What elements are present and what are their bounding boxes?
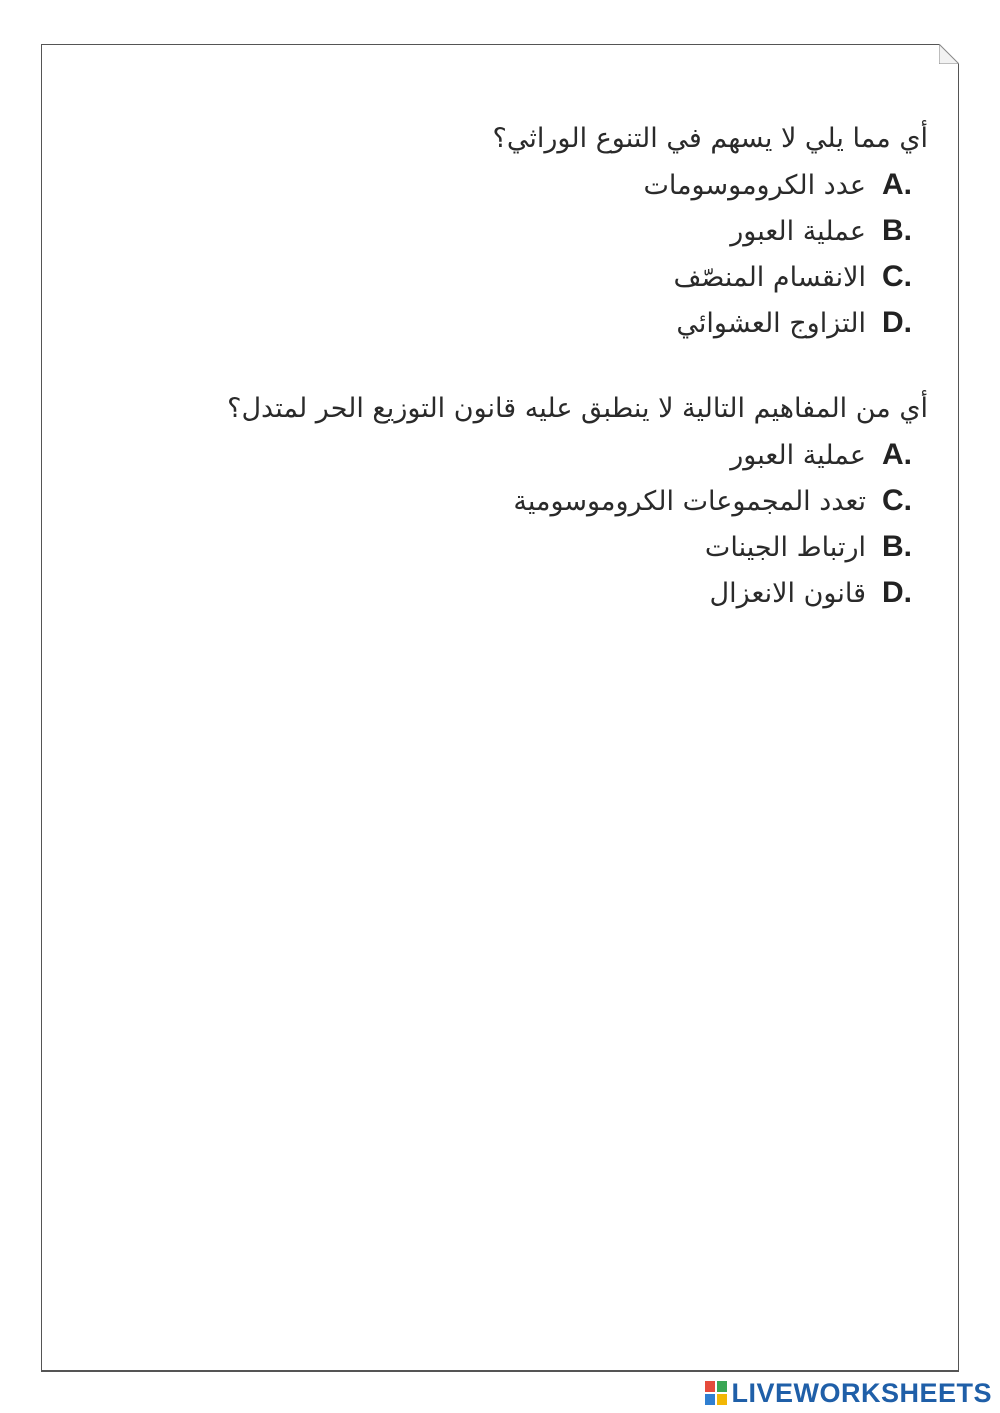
option-text: الانقسام المنصّف (673, 261, 866, 293)
question-list (168, 116, 928, 656)
option-letter: C. (882, 484, 912, 517)
option-text: عملية العبور (730, 215, 866, 247)
option-text: عملية العبور (730, 439, 866, 471)
option-letter: B. (882, 214, 912, 247)
answer-option[interactable] (168, 208, 928, 254)
page-corner-fold-icon (939, 44, 959, 64)
option-letter: D. (882, 306, 912, 339)
option-letter: A. (882, 438, 912, 471)
option-text: ارتباط الجينات (704, 531, 866, 563)
question-stem: أي من المفاهيم التالية لا ينطبق عليه قانون التوزيع الحر لمتدل؟ (227, 393, 928, 424)
brand-footer[interactable] (705, 1374, 992, 1412)
answer-option[interactable] (168, 570, 928, 616)
footer-divider (41, 1371, 959, 1372)
answer-option[interactable] (168, 254, 928, 300)
option-letter: B. (882, 530, 912, 563)
question-1 (168, 116, 928, 346)
option-text: التزاوج العشوائي (676, 307, 866, 339)
answer-option[interactable] (168, 432, 928, 478)
liveworksheets-logo-icon (705, 1381, 727, 1405)
option-letter: A. (882, 168, 912, 201)
answer-option[interactable] (168, 478, 928, 524)
brand-name: LIVEWORKSHEETS (731, 1377, 992, 1408)
answer-option[interactable] (168, 300, 928, 346)
option-text: عدد الكروموسومات (643, 169, 866, 201)
question-stem: أي مما يلي لا يسهم في التنوع الوراثي؟ (492, 123, 928, 154)
option-text: تعدد المجموعات الكروموسومية (513, 485, 866, 517)
question-2 (168, 386, 928, 616)
answer-option[interactable] (168, 162, 928, 208)
option-text: قانون الانعزال (709, 577, 866, 609)
answer-option[interactable] (168, 524, 928, 570)
option-letter: D. (882, 576, 912, 609)
option-letter: C. (882, 260, 912, 293)
